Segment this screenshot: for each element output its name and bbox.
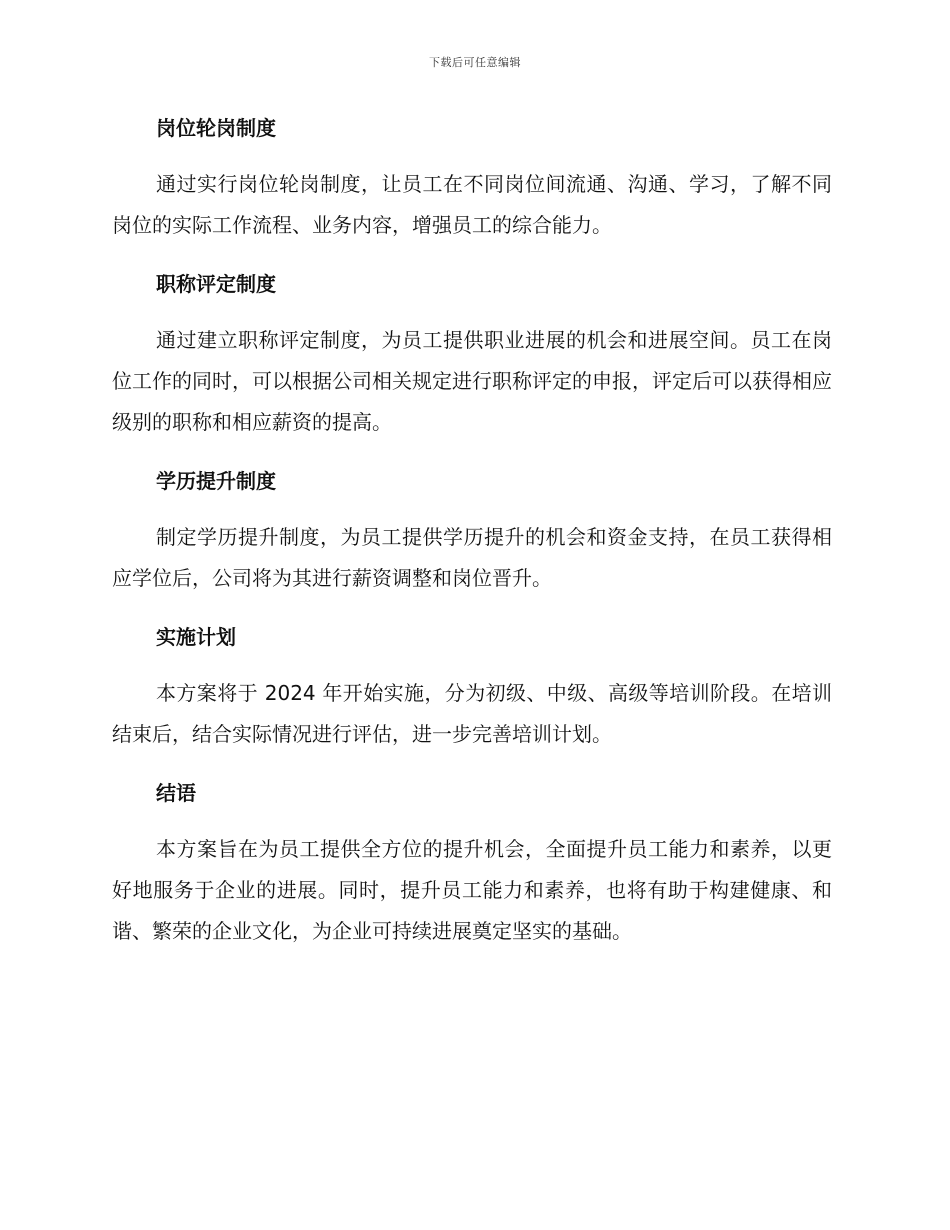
- section-heading-conclusion: 结语: [156, 781, 196, 805]
- page-header-note: 下载后可任意编辑: [429, 56, 521, 69]
- section-heading-education-upgrade: 学历提升制度: [156, 469, 276, 493]
- section-paragraph-implementation-plan: 本方案将于 2024 年开始实施，分为初级、中级、高级等培训阶段。在培训结束后，结合实际情况进行评估，进一步完善培训计划。: [112, 681, 832, 746]
- section-heading-implementation-plan: 实施计划: [156, 625, 236, 649]
- document-body: [112, 108, 832, 952]
- section-paragraph-title-evaluation: 通过建立职称评定制度，为员工提供职业进展的机会和进展空间。员工在岗位工作的同时，可以根据公司相关规定进行职称评定的申报，评定后可以获得相应级别的职称和相应薪资的提高。: [112, 328, 832, 434]
- section-heading-job-rotation: 岗位轮岗制度: [156, 116, 276, 140]
- section-heading-title-evaluation: 职称评定制度: [156, 272, 276, 296]
- section-paragraph-conclusion: 本方案旨在为员工提供全方位的提升机会，全面提升员工能力和素养，以更好地服务于企业的进展。同时，提升员工能力和素养，也将有助于构建健康、和谐、繁荣的企业文化，为企业可持续进展奠定坚实的基础。: [112, 837, 832, 943]
- section-paragraph-education-upgrade: 制定学历提升制度，为员工提供学历提升的机会和资金支持，在员工获得相应学位后，公司将为其进行薪资调整和岗位晋升。: [112, 525, 832, 590]
- section-paragraph-job-rotation: 通过实行岗位轮岗制度，让员工在不同岗位间流通、沟通、学习，了解不同岗位的实际工作流程、业务内容，增强员工的综合能力。: [112, 172, 832, 237]
